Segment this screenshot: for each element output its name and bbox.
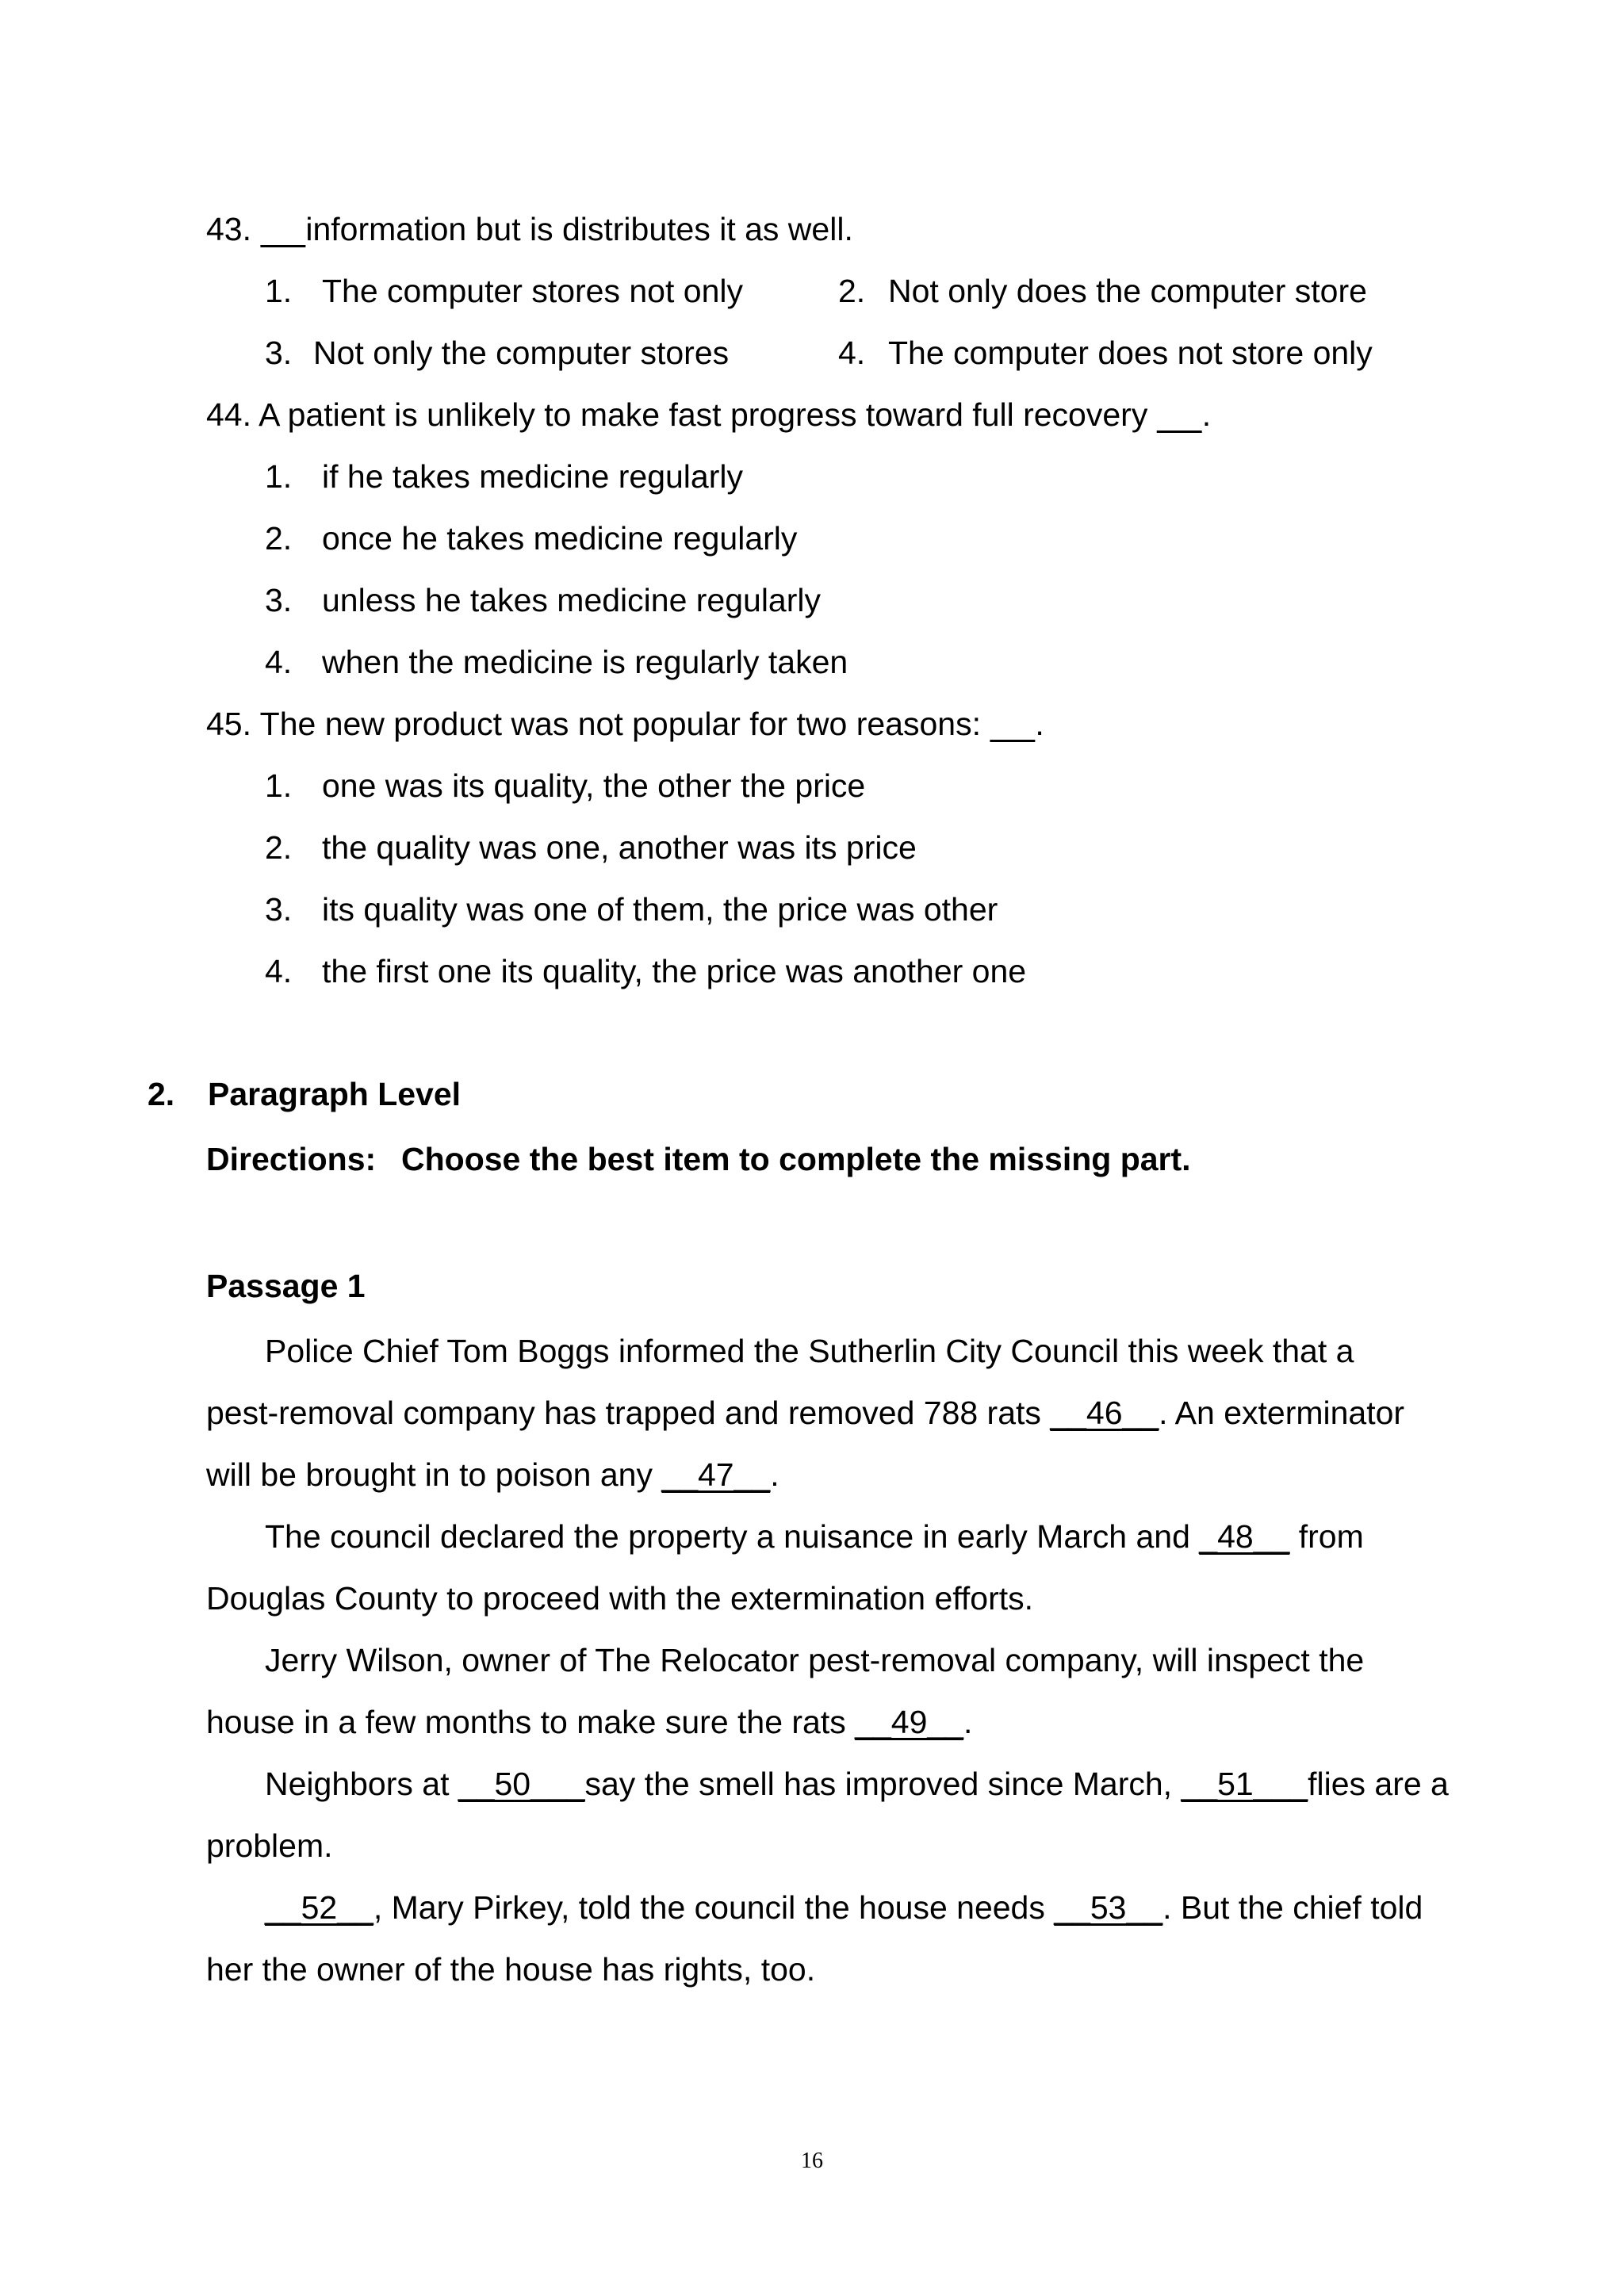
answer-blank: __46__: [1050, 1395, 1159, 1431]
answer-blank: __47__: [661, 1456, 771, 1493]
answer-blank: __52__: [265, 1889, 373, 1926]
question-43-stem: 43. information but is distributes it as well.: [206, 211, 853, 247]
directions: Directions: Choose the best item to complete the missing part.: [206, 1141, 1191, 1177]
answer-blank: _48__: [1199, 1518, 1290, 1555]
answer-blank: __49__: [855, 1704, 963, 1740]
passage-title: Passage 1: [206, 1268, 366, 1304]
passage-line: house in a few months to make sure the rats __49__.: [206, 1704, 973, 1740]
answer-blank: [990, 706, 1035, 742]
answer-blank: __53__: [1054, 1889, 1163, 1926]
option-item: 4. the first one its quality, the price was another one: [265, 953, 1027, 989]
answer-blank: __50___: [458, 1766, 585, 1802]
option-item: 3. Not only the computer stores: [265, 335, 730, 371]
passage-line: her the owner of the house has rights, too.: [206, 1951, 816, 1988]
answer-blank: [1157, 396, 1202, 433]
option-item: 3. its quality was one of them, the price was other: [265, 891, 998, 928]
option-item: 2. the quality was one, another was its price: [265, 829, 917, 866]
question-44-stem: 44. A patient is unlikely to make fast progress toward full recovery .: [206, 396, 1212, 433]
answer-blank: __51___: [1181, 1766, 1308, 1802]
passage-line: Jerry Wilson, owner of The Relocator pest-removal company, will inspect the: [265, 1642, 1365, 1678]
passage-line: will be brought in to poison any __47__.: [206, 1456, 779, 1493]
option-item: 4. when the medicine is regularly taken: [265, 644, 848, 680]
passage-line: __52__, Mary Pirkey, told the council the house needs __53__. But the chief told: [265, 1889, 1423, 1926]
option-item: 3. unless he takes medicine regularly: [265, 582, 821, 618]
passage-line: Douglas County to proceed with the extermination efforts.: [206, 1580, 1034, 1617]
passage-line: Police Chief Tom Boggs informed the Sutherlin City Council this week that a: [265, 1333, 1354, 1369]
passage-line: Neighbors at __50___say the smell has improved since March, __51___flies are a: [265, 1766, 1449, 1802]
option-item: 2. once he takes medicine regularly: [265, 520, 798, 557]
passage-line: pest-removal company has trapped and removed 788 rats __46__. An exterminator: [206, 1395, 1405, 1431]
page-number: 16: [801, 2149, 823, 2173]
section-heading: 2. Paragraph Level: [147, 1076, 462, 1112]
option-item: 1. if he takes medicine regularly: [265, 458, 743, 495]
passage-line: The council declared the property a nuisance in early March and _48__ from: [265, 1518, 1364, 1555]
option-item: 1. The computer stores not only: [265, 273, 743, 309]
option-item: 2. Not only does the computer store: [838, 273, 1367, 309]
passage-line: problem.: [206, 1827, 333, 1864]
answer-blank: [260, 211, 305, 247]
question-45-stem: 45. The new product was not popular for two reasons: .: [206, 706, 1044, 742]
option-item: 4. The computer does not store only: [838, 335, 1373, 371]
option-item: 1. one was its quality, the other the price: [265, 767, 866, 804]
